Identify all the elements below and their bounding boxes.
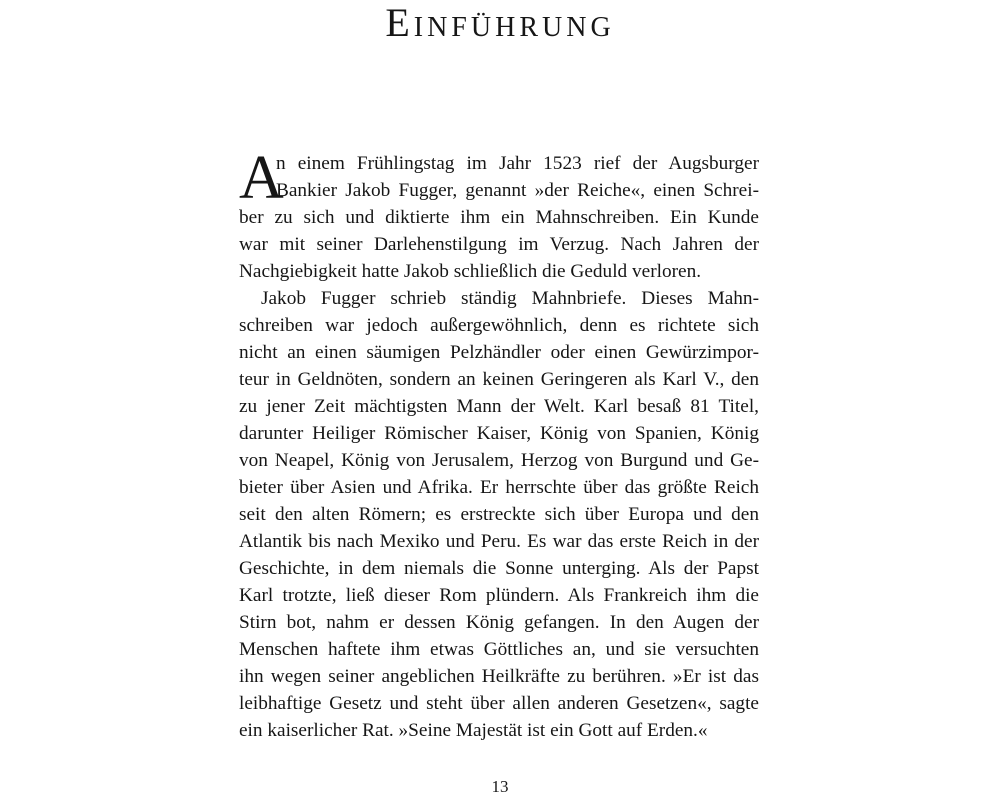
text-line: Karl trotzte, ließ dieser Rom plündern. Als Frankreich ihm die [239,585,759,606]
text-line: schreiben war jedoch außergewöhnlich, denn es richtete sich [239,315,759,336]
chapter-title: Einführung [385,0,615,45]
text-line: teur in Geldnöten, sondern an keinen Geringeren als Karl V., den [239,369,759,390]
text-line: Stirn bot, nahm er dessen König gefangen. In den Augen der [239,612,759,633]
text-line: ein kaiserlicher Rat. »Seine Majestät ist ein Gott auf Erden.« [239,720,708,741]
text-line: Jakob Fugger schrieb ständig Mahnbriefe. Dieses Mahn- [261,288,759,309]
text-line: Geschichte, in dem niemals die Sonne unterging. Als der Papst [239,558,759,579]
text-line: ber zu sich und diktierte ihm ein Mahnschreiben. Ein Kunde [239,207,759,228]
text-line: n einem Frühlingstag im Jahr 1523 rief der Augsburger [276,153,759,174]
text-line: nicht an einen säumigen Pelzhändler oder einen Gewürzimpor- [239,342,759,363]
page-number: 13 [491,777,509,796]
text-line: ihn wegen seiner angeblichen Heilkräfte zu berühren. »Er ist das [239,666,759,687]
text-line: von Neapel, König von Jerusalem, Herzog von Burgund und Ge- [239,450,759,471]
body-text [239,144,759,744]
text-line: bieter über Asien und Afrika. Er herrschte über das größte Reich [239,477,759,498]
drop-cap: A [239,144,284,212]
text-line: darunter Heiliger Römischer Kaiser, König von Spanien, König [239,423,759,444]
text-line: leibhaftige Gesetz und steht über allen anderen Gesetzen«, sagte [239,693,759,714]
paragraph-2 [239,285,759,744]
text-line: Menschen haftete ihm etwas Göttliches an, und sie versuchten [239,639,759,660]
text-line: Bankier Jakob Fugger, genannt »der Reiche«, einen Schrei- [276,180,759,201]
text-line: Atlantik bis nach Mexiko und Peru. Es war das erste Reich in der [239,531,759,552]
text-line: Nachgiebigkeit hatte Jakob schließlich die Geduld verloren. [239,261,702,282]
text-line: zu jener Zeit mächtigsten Mann der Welt. Karl besaß 81 Titel, [239,396,759,417]
text-line: war mit seiner Darlehenstilgung im Verzug. Nach Jahren der [239,234,759,255]
paragraph-1 [239,144,759,285]
text-line: seit den alten Römern; es erstreckte sich über Europa und den [239,504,759,525]
